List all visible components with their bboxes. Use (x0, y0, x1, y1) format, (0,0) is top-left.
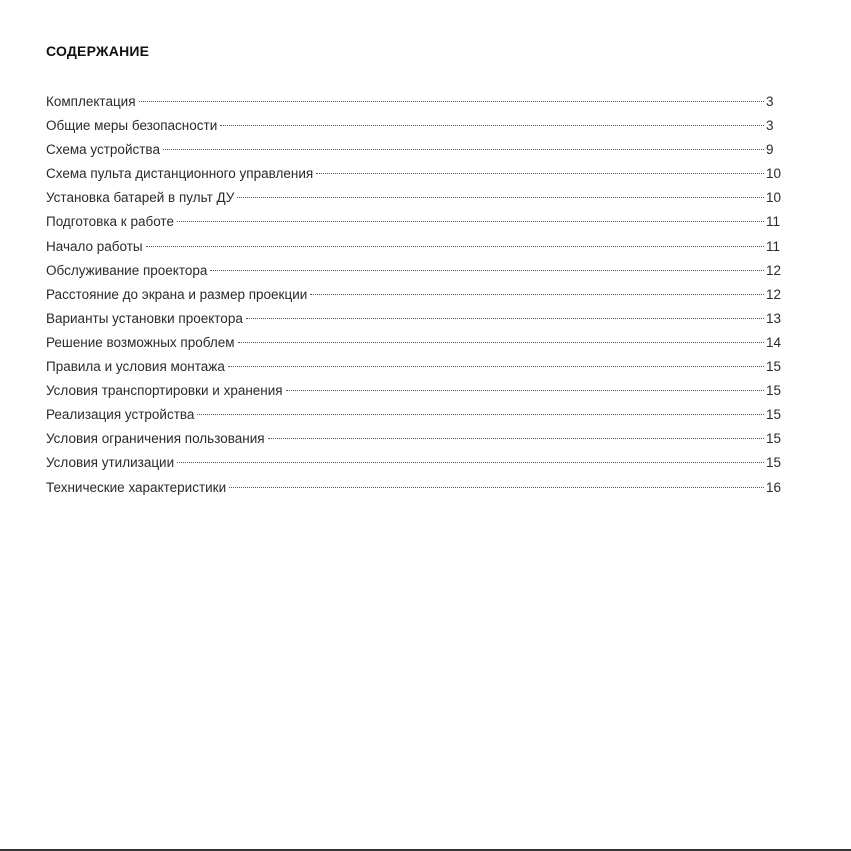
toc-entry-label: Решение возможных проблем (46, 334, 235, 350)
toc-page-number: 14 (766, 334, 782, 350)
toc-entry-label: Обслуживание проектора (46, 262, 208, 278)
toc-entry-label: Схема устройства (46, 142, 160, 158)
toc-entry-getting-started[interactable] (46, 231, 784, 255)
toc-entry-label: Подготовка к работе (46, 214, 174, 230)
toc-page-number: 15 (766, 407, 782, 423)
toc-dot-leader (210, 255, 764, 275)
toc-entry-device-diagram[interactable] (46, 134, 784, 158)
toc-dot-leader (197, 399, 764, 419)
toc-entry-label: Установка батарей в пульт ДУ (46, 190, 235, 206)
toc-entry-label: Начало работы (46, 238, 143, 254)
toc-entry-label: Комплектация (46, 94, 136, 109)
toc-dot-leader (268, 423, 764, 443)
toc-entry-label: Общие меры безопасности (46, 118, 218, 134)
toc-page-number: 9 (766, 142, 774, 158)
toc-entry-label: Реализация устройства (46, 407, 195, 423)
toc-page-number: 13 (766, 310, 782, 326)
toc-entry-label: Правила и условия монтажа (46, 359, 225, 375)
toc-page-number: 10 (766, 190, 782, 206)
toc-dot-leader (229, 472, 764, 492)
toc-entry-safety[interactable] (46, 110, 784, 134)
toc-dot-leader (310, 279, 764, 299)
toc-page-number: 11 (766, 214, 781, 230)
toc-entry-troubleshooting[interactable] (46, 327, 784, 351)
toc-entry-label: Схема пульта дистанционного управления (46, 166, 314, 182)
page-title: СОДЕРЖАНИЕ (46, 43, 150, 59)
toc-entry-screen-distance[interactable] (46, 279, 784, 303)
toc-entry-sale[interactable] (46, 399, 784, 423)
toc-entry-label: Расстояние до экрана и размер проекции (46, 286, 308, 302)
toc-entry-maintenance[interactable] (46, 255, 784, 279)
toc-page-number: 15 (766, 359, 782, 375)
toc-entry-label: Условия транспортировки и хранения (46, 383, 283, 399)
toc-page-number: 15 (766, 431, 782, 447)
toc-dot-leader (163, 134, 764, 154)
toc-dot-leader (177, 447, 764, 467)
toc-page-number: 12 (766, 286, 782, 302)
toc-entry-usage-restrictions[interactable] (46, 423, 784, 447)
toc-page-number: 12 (766, 262, 782, 278)
toc-page-number: 10 (766, 166, 782, 182)
toc-page-number: 15 (766, 383, 782, 399)
toc-entry-preparation[interactable] (46, 206, 784, 230)
toc-dot-leader (237, 182, 764, 202)
toc-entry-mounting-rules[interactable] (46, 351, 784, 375)
toc-entry-label: Условия ограничения пользования (46, 431, 265, 447)
toc-dot-leader (316, 158, 764, 178)
toc-entry-install-options[interactable] (46, 303, 784, 327)
toc-dot-leader (246, 303, 764, 323)
toc-entry-specifications[interactable] (46, 472, 784, 496)
toc-dot-leader (139, 86, 764, 106)
toc-entry-equipment[interactable] (46, 86, 784, 110)
toc-entry-label: Технические характеристики (46, 479, 227, 495)
toc-entry-label: Условия утилизации (46, 455, 175, 471)
toc-dot-leader (286, 375, 764, 395)
toc-page-number: 16 (766, 479, 782, 495)
toc-dot-leader (146, 231, 764, 251)
toc-dot-leader (177, 206, 764, 226)
toc-page-number: 11 (766, 238, 781, 254)
toc-entry-battery-install[interactable] (46, 182, 784, 206)
toc-entry-disposal[interactable] (46, 447, 784, 471)
toc-page-number: 15 (766, 455, 782, 471)
toc-entry-remote-diagram[interactable] (46, 158, 784, 182)
toc-dot-leader (238, 327, 764, 347)
toc-page-number: 3 (766, 94, 774, 109)
table-of-contents (46, 86, 784, 496)
toc-dot-leader (220, 110, 764, 130)
toc-entry-transport-storage[interactable] (46, 375, 784, 399)
toc-entry-label: Варианты установки проектора (46, 310, 243, 326)
toc-page-number: 3 (766, 118, 774, 134)
toc-dot-leader (228, 351, 764, 371)
